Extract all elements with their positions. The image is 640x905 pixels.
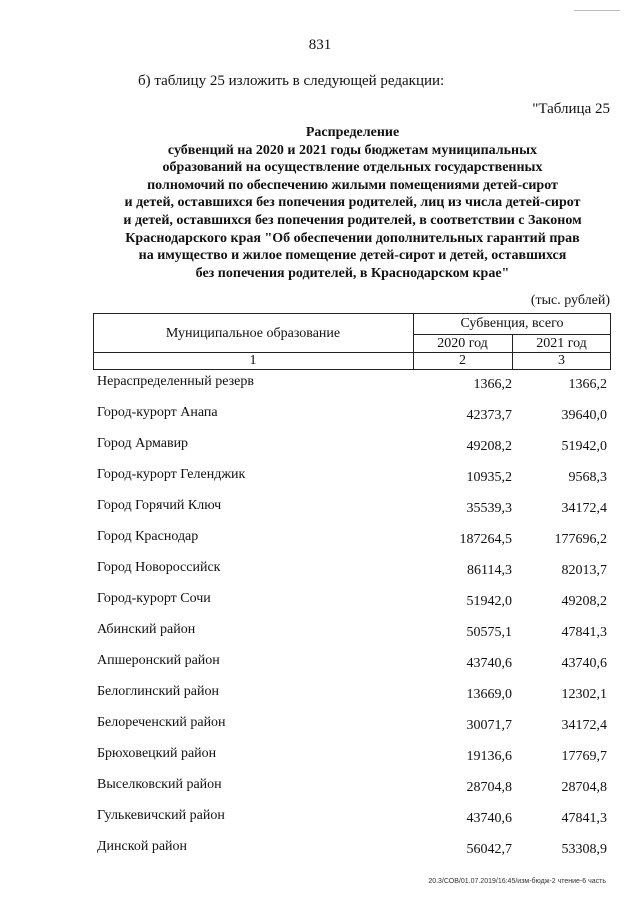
table-row xyxy=(93,495,611,526)
value-2020: 43740,6 xyxy=(466,811,512,826)
table-reference: "Таблица 25 xyxy=(532,101,610,117)
title-line: и детей, оставшихся без попечения родителей, лиц из числа детей-сирот xyxy=(124,195,581,211)
value-2021: 47841,3 xyxy=(561,625,607,640)
municipality-name: Город Новороссийск xyxy=(97,560,221,575)
value-2020: 28704,8 xyxy=(466,780,512,795)
table-row xyxy=(93,619,611,650)
value-2020: 1366,2 xyxy=(473,377,512,392)
municipality-name: Город-курорт Анапа xyxy=(97,405,218,420)
table-row xyxy=(93,650,611,681)
municipality-name: Гулькевичский район xyxy=(97,808,225,823)
value-2021: 47841,3 xyxy=(561,811,607,826)
value-2021: 28704,8 xyxy=(561,780,607,795)
value-2020: 43740,6 xyxy=(466,656,512,671)
municipality-name: Абинский район xyxy=(97,622,196,637)
table-row xyxy=(93,557,611,588)
document-footer-code: 20.3/СОВ/01.07.2019/16:45/изм-бюдж-2 чтение-6 часть xyxy=(428,878,606,885)
title-line: полномочий по обеспечению жилыми помещениями детей-сирот xyxy=(147,177,558,193)
municipality-name: Нераспределенный резерв xyxy=(97,374,254,389)
value-2021: 82013,7 xyxy=(561,563,607,578)
value-2020: 19136,6 xyxy=(466,749,512,764)
value-2020: 86114,3 xyxy=(467,563,512,578)
header-subvention: Субвенция, всего xyxy=(460,316,564,331)
municipality-name: Динской район xyxy=(97,839,188,854)
title-line: и детей, оставшихся без попечения родителей, в соответствии с Законом xyxy=(123,212,582,228)
value-2020: 35539,3 xyxy=(466,501,512,516)
intro-text: б) таблицу 25 изложить в следующей редакции: xyxy=(138,73,445,89)
municipality-name: Город Горячий Ключ xyxy=(97,498,222,513)
value-2021: 51942,0 xyxy=(561,439,607,454)
municipality-name: Брюховецкий район xyxy=(97,746,217,761)
header-num-3: 3 xyxy=(558,353,565,368)
value-2021: 12302,1 xyxy=(561,687,607,702)
value-2021: 43740,6 xyxy=(561,656,607,671)
title-line: Распределение xyxy=(305,125,400,140)
value-2021: 34172,4 xyxy=(561,501,607,516)
table-row xyxy=(93,402,611,433)
table-row xyxy=(93,805,611,836)
value-2021: 1366,2 xyxy=(568,377,607,392)
value-2020: 13669,0 xyxy=(466,687,512,702)
corner-mark xyxy=(574,10,620,11)
header-municipality: Муниципальное образование xyxy=(165,326,341,341)
table-row xyxy=(93,774,611,805)
document-title xyxy=(100,124,605,282)
table-row xyxy=(93,433,611,464)
municipality-name: Город-курорт Сочи xyxy=(97,591,211,606)
table-row xyxy=(93,836,611,867)
value-2021: 39640,0 xyxy=(561,408,607,423)
value-2020: 56042,7 xyxy=(466,842,512,857)
value-2021: 53308,9 xyxy=(561,842,607,857)
value-2020: 30071,7 xyxy=(466,718,512,733)
units-label: (тыс. рублей) xyxy=(530,293,610,308)
value-2020: 42373,7 xyxy=(466,408,512,423)
title-line: Краснодарского края "Об обеспечении дополнительных гарантий прав xyxy=(125,230,580,246)
title-line: без попечения родителей, в Краснодарском крае" xyxy=(195,265,510,281)
header-2021: 2021 год xyxy=(536,336,587,351)
municipality-name: Выселковский район xyxy=(97,777,222,792)
table-row xyxy=(93,681,611,712)
header-2020: 2020 год xyxy=(437,336,488,351)
header-num-2: 2 xyxy=(459,353,466,368)
table-row xyxy=(93,743,611,774)
table-header xyxy=(93,313,611,370)
table-row xyxy=(93,588,611,619)
value-2021: 177696,2 xyxy=(554,532,607,547)
header-num-1: 1 xyxy=(249,353,257,368)
title-line: на имущество и жилое помещение детей-сирот и детей, оставшихся xyxy=(138,248,567,264)
value-2021: 17769,7 xyxy=(561,749,607,764)
municipality-name: Город-курорт Геленджик xyxy=(97,467,246,482)
value-2020: 50575,1 xyxy=(466,625,512,640)
header-border-bottom xyxy=(93,369,611,370)
value-2021: 9568,3 xyxy=(568,470,607,485)
value-2021: 34172,4 xyxy=(561,718,607,733)
header-border-top xyxy=(93,313,611,314)
municipality-name: Апшеронский район xyxy=(97,653,220,668)
title-line: субвенций на 2020 и 2021 годы бюджетам муниципальных xyxy=(167,142,538,158)
value-2020: 49208,2 xyxy=(466,439,512,454)
title-line: образований на осуществление отдельных государственных xyxy=(162,160,543,176)
municipality-name: Белореченский район xyxy=(97,715,226,730)
municipality-name: Город Армавир xyxy=(97,436,189,451)
page-number: 831 xyxy=(308,37,332,53)
table-row xyxy=(93,712,611,743)
table-body xyxy=(93,371,611,867)
table-row xyxy=(93,464,611,495)
value-2021: 49208,2 xyxy=(561,594,607,609)
municipality-name: Город Краснодар xyxy=(97,529,199,544)
value-2020: 10935,2 xyxy=(466,470,512,485)
value-2020: 187264,5 xyxy=(459,532,512,547)
table-row xyxy=(93,371,611,402)
table-row xyxy=(93,526,611,557)
municipality-name: Белоглинский район xyxy=(97,684,219,699)
value-2020: 51942,0 xyxy=(466,594,512,609)
